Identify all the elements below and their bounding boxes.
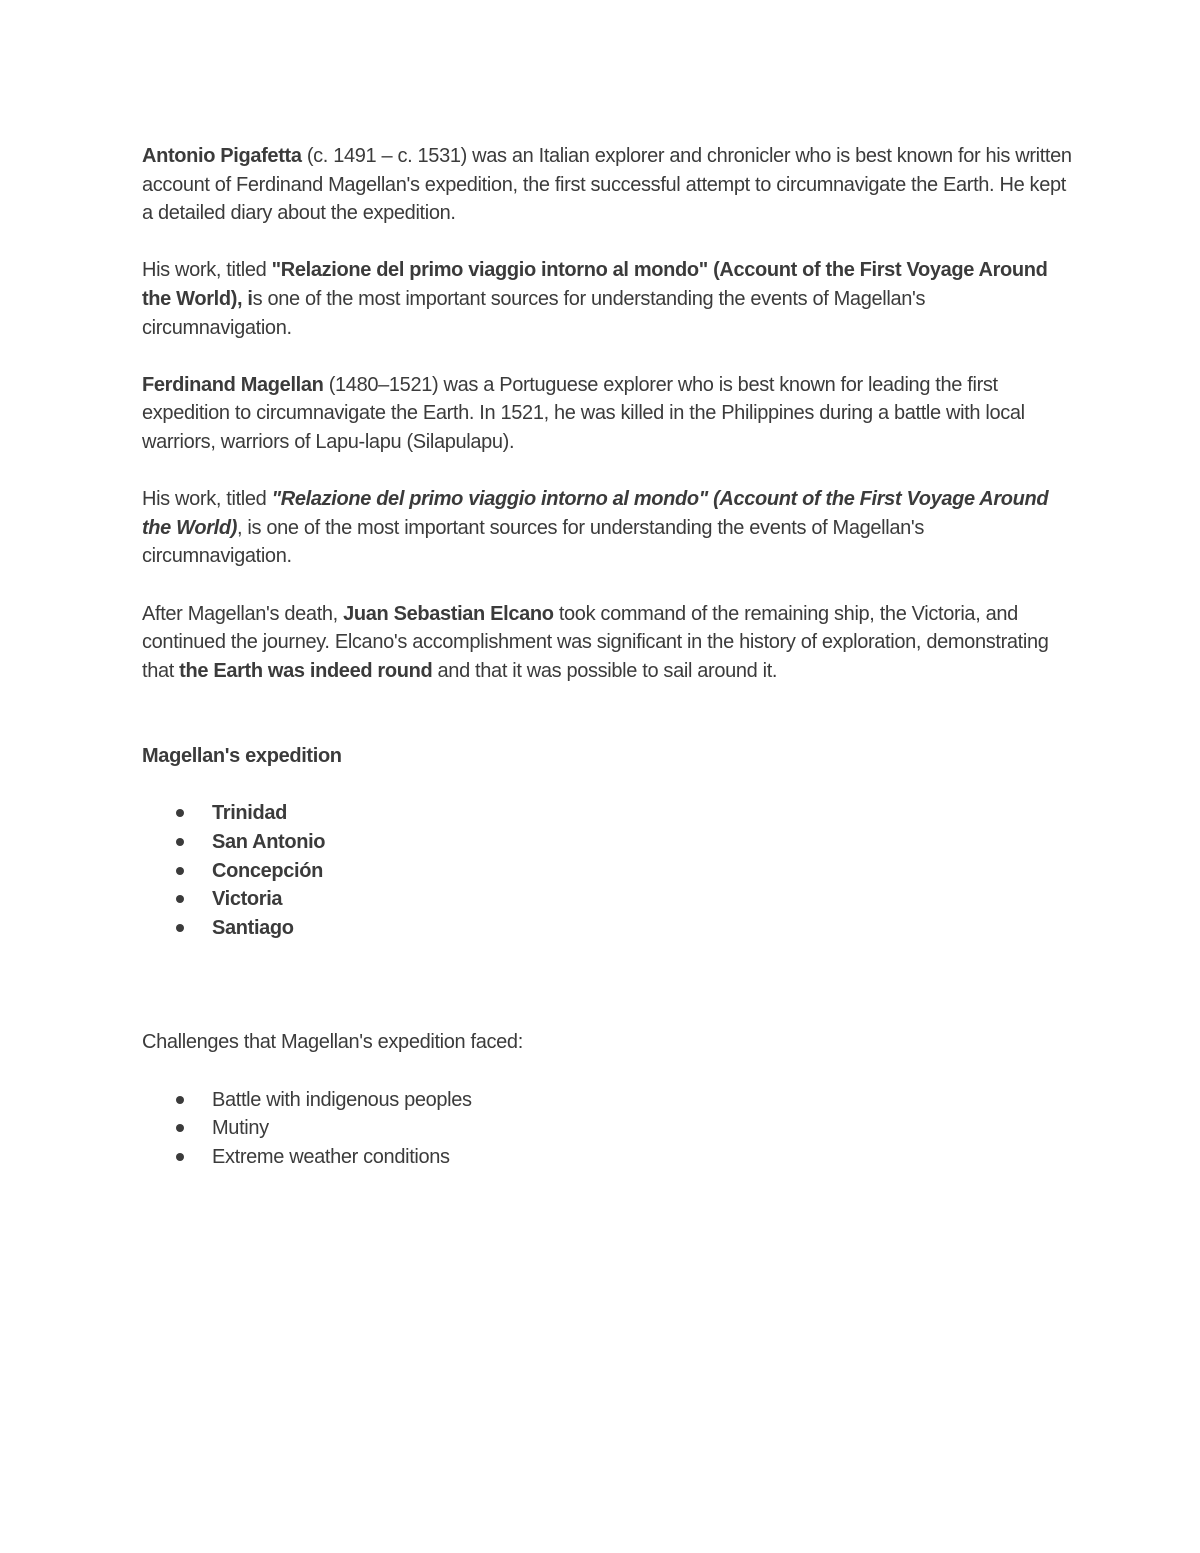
list-item: Santiago (142, 914, 1072, 943)
bullet-icon (176, 867, 184, 875)
paragraph-text: took command of the remaining ship, the Victoria, and continued the journey. Elcano's accomplishment was significant in the history of exploration, demonstrating that (142, 602, 1049, 682)
paragraph-text: and that it was possible to sail around it. (432, 659, 778, 682)
bullet-icon (176, 1096, 184, 1104)
paragraph-text: After Magellan's death, (142, 602, 344, 625)
name-pigafetta: Antonio Pigafetta (142, 145, 302, 167)
paragraph-text: (1480–1521) was a Portuguese explorer who is best known for leading the first expedition to circumnavigate the Earth. In 1521, he was killed in the Philippines during a battle with local warriors, warriors of Lapu-lapu (Silapulapu). (142, 373, 1025, 453)
list-item: Concepción (142, 857, 1072, 886)
document-page (142, 142, 1072, 1171)
bullet-icon (176, 838, 184, 846)
earth-round-phrase: the Earth was indeed round (179, 659, 433, 682)
bullet-icon (176, 809, 184, 817)
paragraph-pigafetta (142, 142, 1072, 228)
name-magellan: Ferdinand Magellan (142, 373, 324, 396)
list-item: San Antonio (142, 828, 1072, 857)
paragraph-text: His work, titled (142, 259, 272, 282)
paragraph-relazione-italic (142, 485, 1072, 571)
paragraph-text: , is one of the most important sources for understanding the events of Magellan's circumnavigation. (142, 516, 924, 568)
bullet-icon (176, 1153, 184, 1161)
list-item: Trinidad (142, 799, 1072, 828)
paragraph-elcano (142, 600, 1072, 686)
bullet-icon (176, 1124, 184, 1132)
ships-list (142, 799, 1072, 942)
paragraph-text: His work, titled (142, 488, 272, 511)
work-title: "Relazione del primo viaggio intorno al mondo" (Account of the First Voyage Around the World), i (142, 259, 1048, 310)
list-item: Battle with indigenous peoples (142, 1086, 1072, 1115)
paragraph-text: (c. 1491 – c. 1531) was an Italian explorer and chronicler who is best known for his written account of Ferdinand Magellan's expedition, the first successful attempt to circumnavigate the Earth. He kept a detailed diary about the expedition. (142, 145, 1072, 225)
challenges-heading: Challenges that Magellan's expedition faced: (142, 1031, 523, 1054)
paragraph-text: s one of the most important sources for understanding the events of Magellan's circumnavigation. (142, 287, 926, 339)
list-item: Victoria (142, 885, 1072, 914)
work-title-italic: "Relazione del primo viaggio intorno al mondo" (Account of the First Voyage Around the World) (142, 488, 1049, 539)
list-item: Extreme weather conditions (142, 1143, 1072, 1172)
bullet-icon (176, 924, 184, 932)
ships-heading: Magellan's expedition (142, 745, 342, 768)
paragraph-magellan (142, 371, 1072, 457)
name-elcano: Juan Sebastian Elcano (343, 602, 554, 625)
bullet-icon (176, 895, 184, 903)
challenges-list (142, 1086, 1072, 1172)
list-item: Mutiny (142, 1114, 1072, 1143)
paragraph-relazione (142, 256, 1072, 342)
